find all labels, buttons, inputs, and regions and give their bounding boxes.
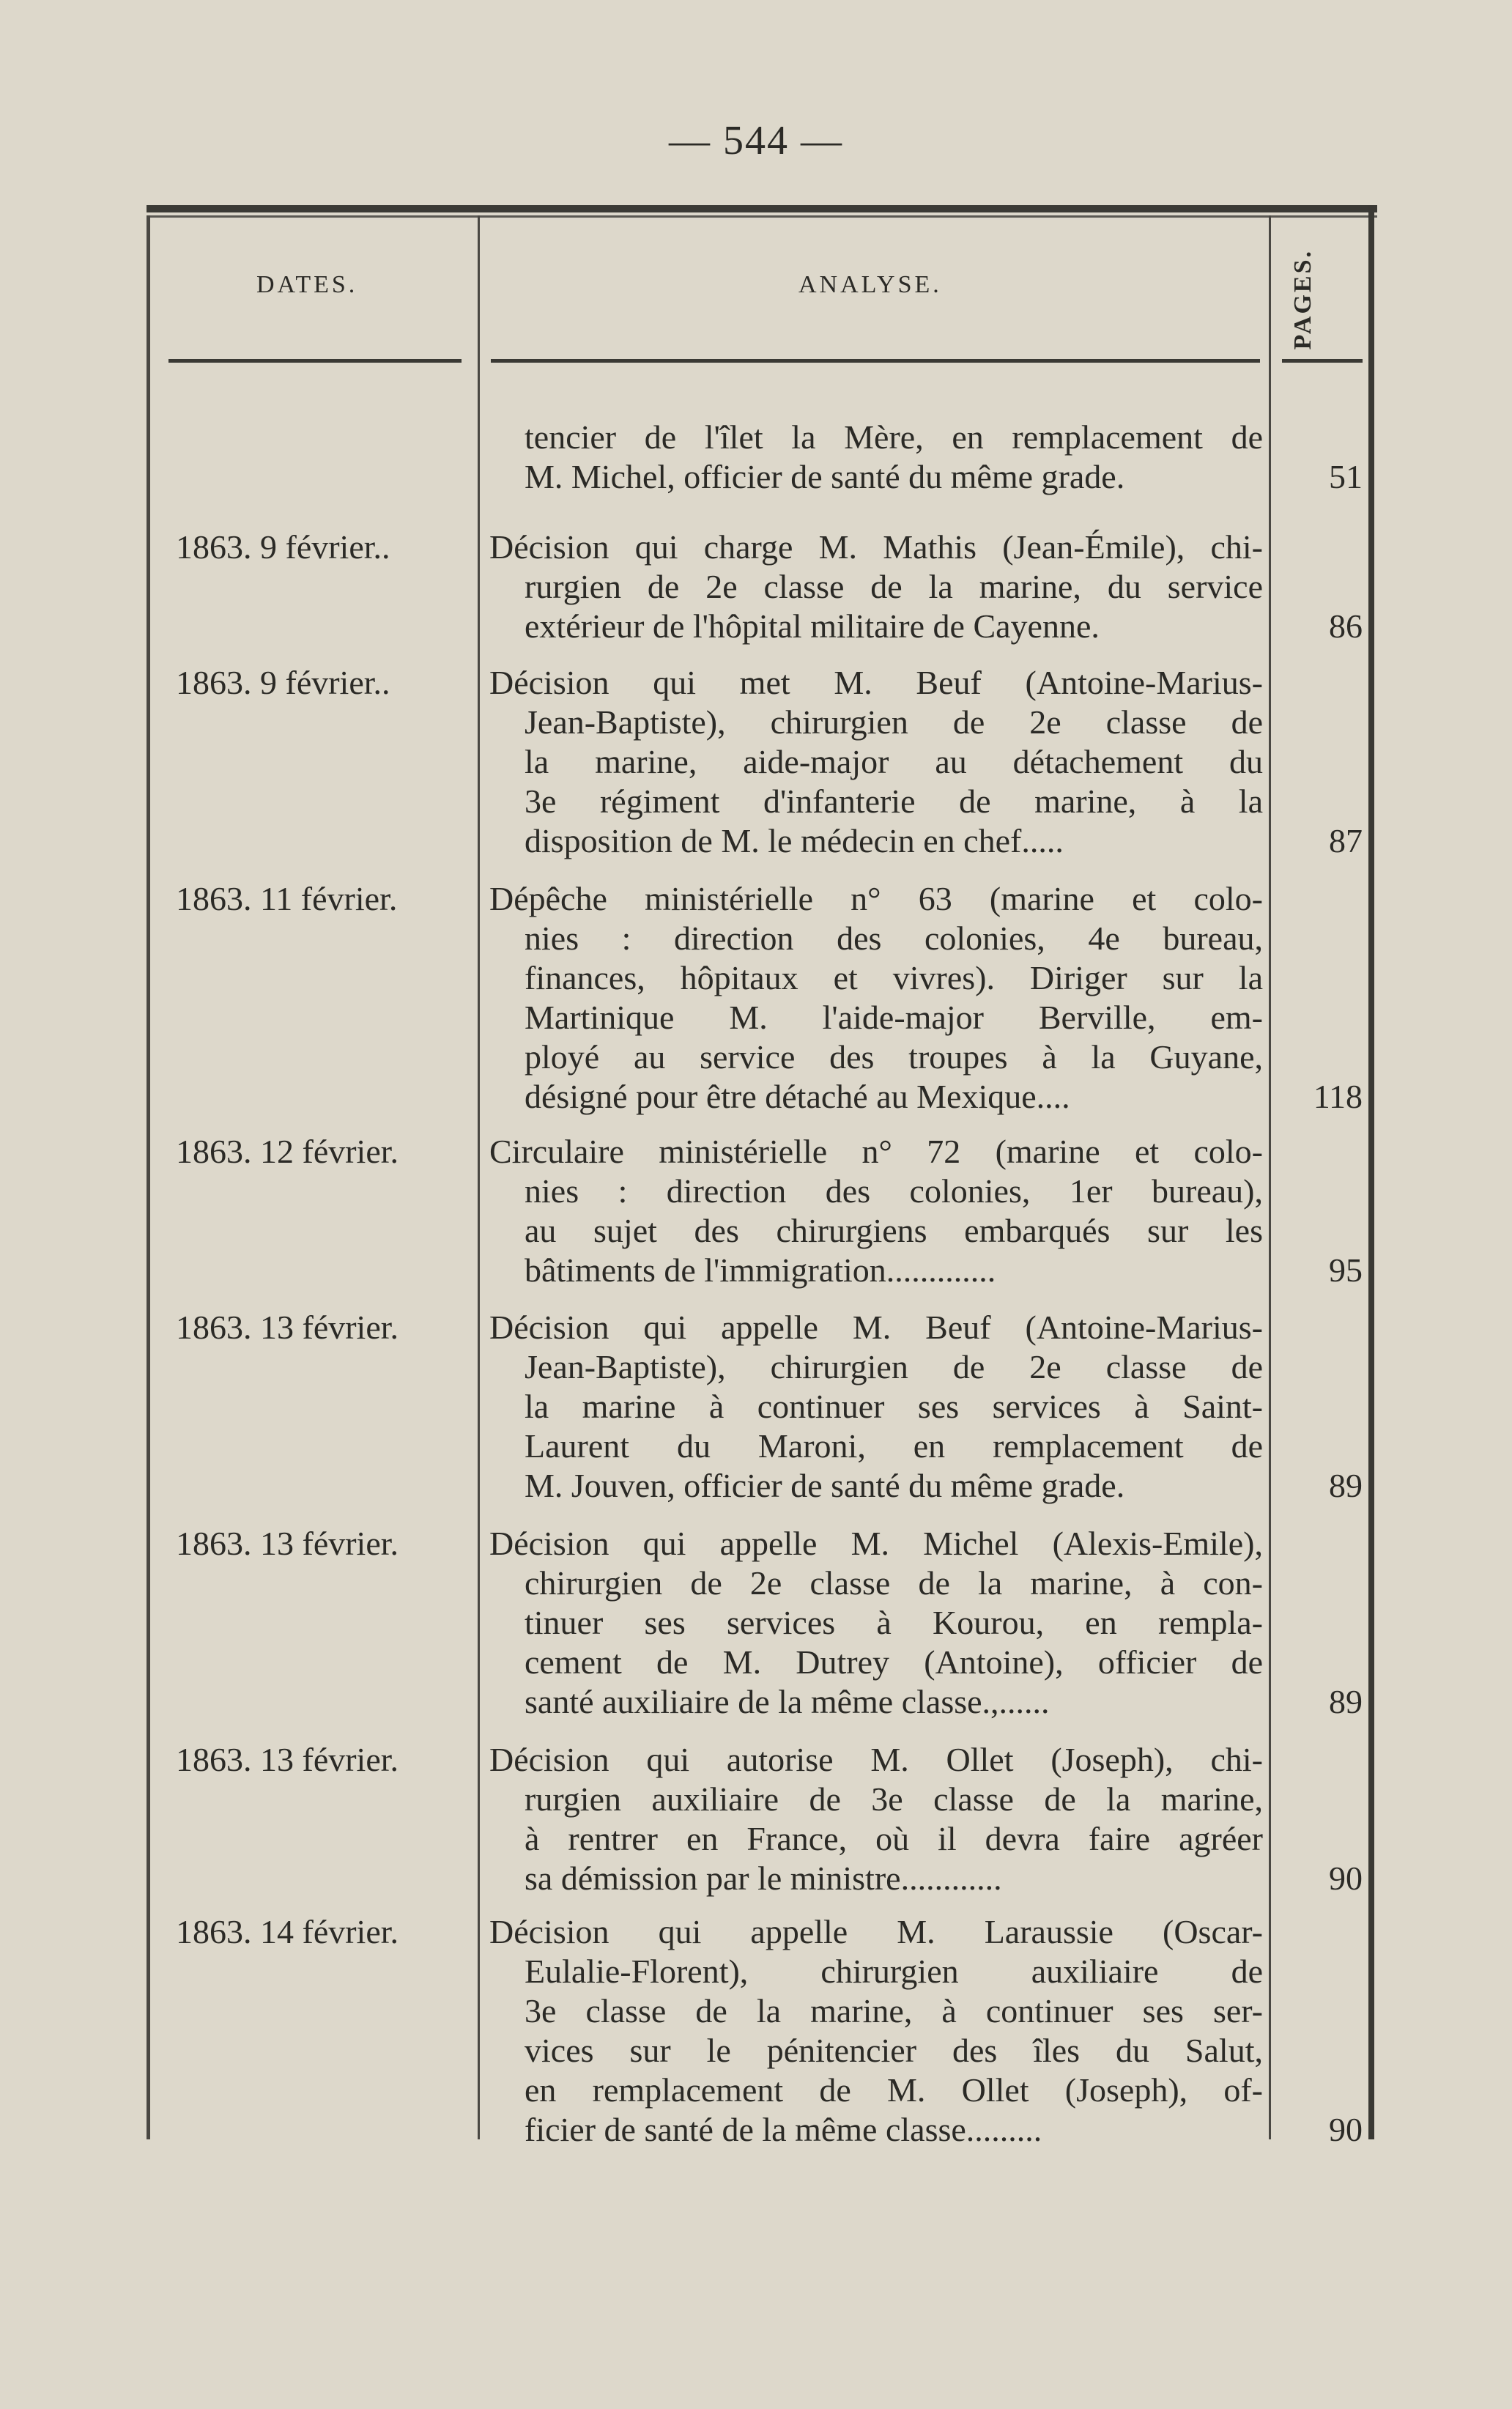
analysis-line: la marine, aide-major au détachement du bbox=[525, 743, 1263, 780]
analysis-line: désigné pour être détaché au Mexique.... bbox=[525, 1078, 1070, 1115]
entry-analysis bbox=[489, 1912, 1263, 2150]
analysis-line: Laurent du Maroni, en remplacement de bbox=[525, 1427, 1263, 1465]
analysis-line: chirurgien de 2e classe de la marine, à con- bbox=[525, 1564, 1263, 1602]
entry-date: 1863. 13 février. bbox=[176, 1741, 399, 1778]
analysis-line: Eulalie-Florent), chirurgien auxiliaire de bbox=[525, 1953, 1263, 1990]
analysis-line: Dépêche ministérielle n° 63 (marine et colo- bbox=[489, 880, 1263, 917]
analysis-line: santé auxiliaire de la même classe.,...... bbox=[525, 1683, 1050, 1720]
analysis-line: tinuer ses services à Kourou, en rempla- bbox=[525, 1604, 1263, 1641]
analysis-line: extérieur de l'hôpital militaire de Cayenne. bbox=[525, 607, 1100, 645]
analysis-line: tencier de l'îlet la Mère, en remplacement de bbox=[525, 418, 1263, 456]
entry-page: 87 bbox=[1329, 822, 1363, 859]
header-pages: PAGES. bbox=[1289, 249, 1316, 350]
analysis-line: la marine à continuer ses services à Saint- bbox=[525, 1388, 1263, 1425]
analysis-line: ployé au service des troupes à la Guyane, bbox=[525, 1038, 1263, 1076]
analysis-line: bâtiments de l'immigration............. bbox=[525, 1251, 996, 1289]
entry-page: 51 bbox=[1329, 458, 1363, 495]
entry-page: 95 bbox=[1329, 1251, 1363, 1289]
analysis-line: à rentrer en France, où il devra faire agréer bbox=[525, 1820, 1263, 1857]
entry-analysis bbox=[489, 1132, 1263, 1290]
analysis-line: Circulaire ministérielle n° 72 (marine et colo- bbox=[489, 1133, 1263, 1170]
analysis-line: disposition de M. le médecin en chef..... bbox=[525, 822, 1064, 859]
entry-analysis bbox=[489, 1740, 1263, 1898]
entry-analysis bbox=[489, 663, 1263, 861]
analysis-line: Décision qui appelle M. Beuf (Antoine-Marius- bbox=[489, 1309, 1263, 1346]
analysis-line: rurgien de 2e classe de la marine, du service bbox=[525, 568, 1263, 605]
header-dates: DATES. bbox=[256, 271, 358, 298]
analysis-line: finances, hôpitaux et vivres). Diriger sur la bbox=[525, 959, 1263, 996]
analysis-line: sa démission par le ministre............ bbox=[525, 1860, 1002, 1897]
analysis-line: Décision qui appelle M. Michel (Alexis-Emile), bbox=[489, 1525, 1263, 1562]
table-left-border bbox=[147, 215, 150, 2139]
analysis-line: cement de M. Dutrey (Antoine), officier de bbox=[525, 1643, 1263, 1681]
analysis-line: Décision qui charge M. Mathis (Jean-Émile), chi- bbox=[489, 528, 1263, 566]
entry-page: 118 bbox=[1313, 1078, 1363, 1115]
column-divider-pages bbox=[1269, 215, 1271, 2139]
entry-page: 89 bbox=[1329, 1467, 1363, 1504]
table-top-rule bbox=[147, 205, 1377, 212]
analysis-line: nies : direction des colonies, 1er bureau), bbox=[525, 1172, 1263, 1210]
header-rule-dates bbox=[168, 359, 462, 363]
analysis-line: 3e régiment d'infanterie de marine, à la bbox=[525, 782, 1263, 820]
entry-analysis bbox=[489, 1308, 1263, 1506]
page-number: — 544 — bbox=[669, 118, 843, 163]
analysis-line: en remplacement de M. Ollet (Joseph), of- bbox=[525, 2071, 1263, 2109]
header-analyse: ANALYSE. bbox=[798, 271, 942, 298]
analysis-line: Jean-Baptiste), chirurgien de 2e classe de bbox=[525, 703, 1263, 741]
entry-date: 1863. 9 février.. bbox=[176, 528, 390, 566]
entry-page: 90 bbox=[1329, 1860, 1363, 1897]
analysis-line: M. Michel, officier de santé du même grade. bbox=[525, 458, 1125, 495]
entry-date: 1863. 13 février. bbox=[176, 1525, 399, 1562]
entry-date: 1863. 13 février. bbox=[176, 1309, 399, 1346]
entry-page: 89 bbox=[1329, 1683, 1363, 1720]
analysis-line: nies : direction des colonies, 4e bureau, bbox=[525, 919, 1263, 957]
entry-date: 1863. 11 février. bbox=[176, 880, 398, 917]
index-table bbox=[147, 205, 1377, 2148]
entry-date: 1863. 9 février.. bbox=[176, 664, 390, 701]
entry-date: 1863. 12 février. bbox=[176, 1133, 399, 1170]
entry-analysis bbox=[489, 879, 1263, 1117]
table-top-rule-thin bbox=[147, 215, 1377, 218]
analysis-line: Martinique M. l'aide-major Berville, em- bbox=[525, 999, 1263, 1036]
entry-date: 1863. 14 février. bbox=[176, 1913, 399, 1950]
header-rule-analyse bbox=[491, 359, 1260, 363]
analysis-line: Décision qui autorise M. Ollet (Joseph), chi- bbox=[489, 1741, 1263, 1778]
entry-page: 86 bbox=[1329, 607, 1363, 645]
entry-analysis bbox=[489, 1524, 1263, 1722]
entry-page: 90 bbox=[1329, 2111, 1363, 2148]
entry-analysis bbox=[489, 528, 1263, 646]
table-right-border bbox=[1368, 205, 1374, 2139]
analysis-line: ficier de santé de la même classe......... bbox=[525, 2111, 1042, 2148]
entry-analysis bbox=[489, 418, 1263, 497]
analysis-line: vices sur le pénitencier des îles du Salut, bbox=[525, 2032, 1263, 2069]
analysis-line: 3e classe de la marine, à continuer ses ser- bbox=[525, 1992, 1263, 2029]
analysis-line: Jean-Baptiste), chirurgien de 2e classe de bbox=[525, 1348, 1263, 1385]
analysis-line: M. Jouven, officier de santé du même grade. bbox=[525, 1467, 1125, 1504]
analysis-line: Décision qui met M. Beuf (Antoine-Marius- bbox=[489, 664, 1263, 701]
header-rule-pages bbox=[1282, 359, 1363, 363]
column-divider-dates bbox=[478, 215, 480, 2139]
analysis-line: Décision qui appelle M. Laraussie (Oscar- bbox=[489, 1913, 1263, 1950]
analysis-line: au sujet des chirurgiens embarqués sur les bbox=[525, 1212, 1263, 1249]
analysis-line: rurgien auxiliaire de 3e classe de la marine, bbox=[525, 1780, 1263, 1818]
